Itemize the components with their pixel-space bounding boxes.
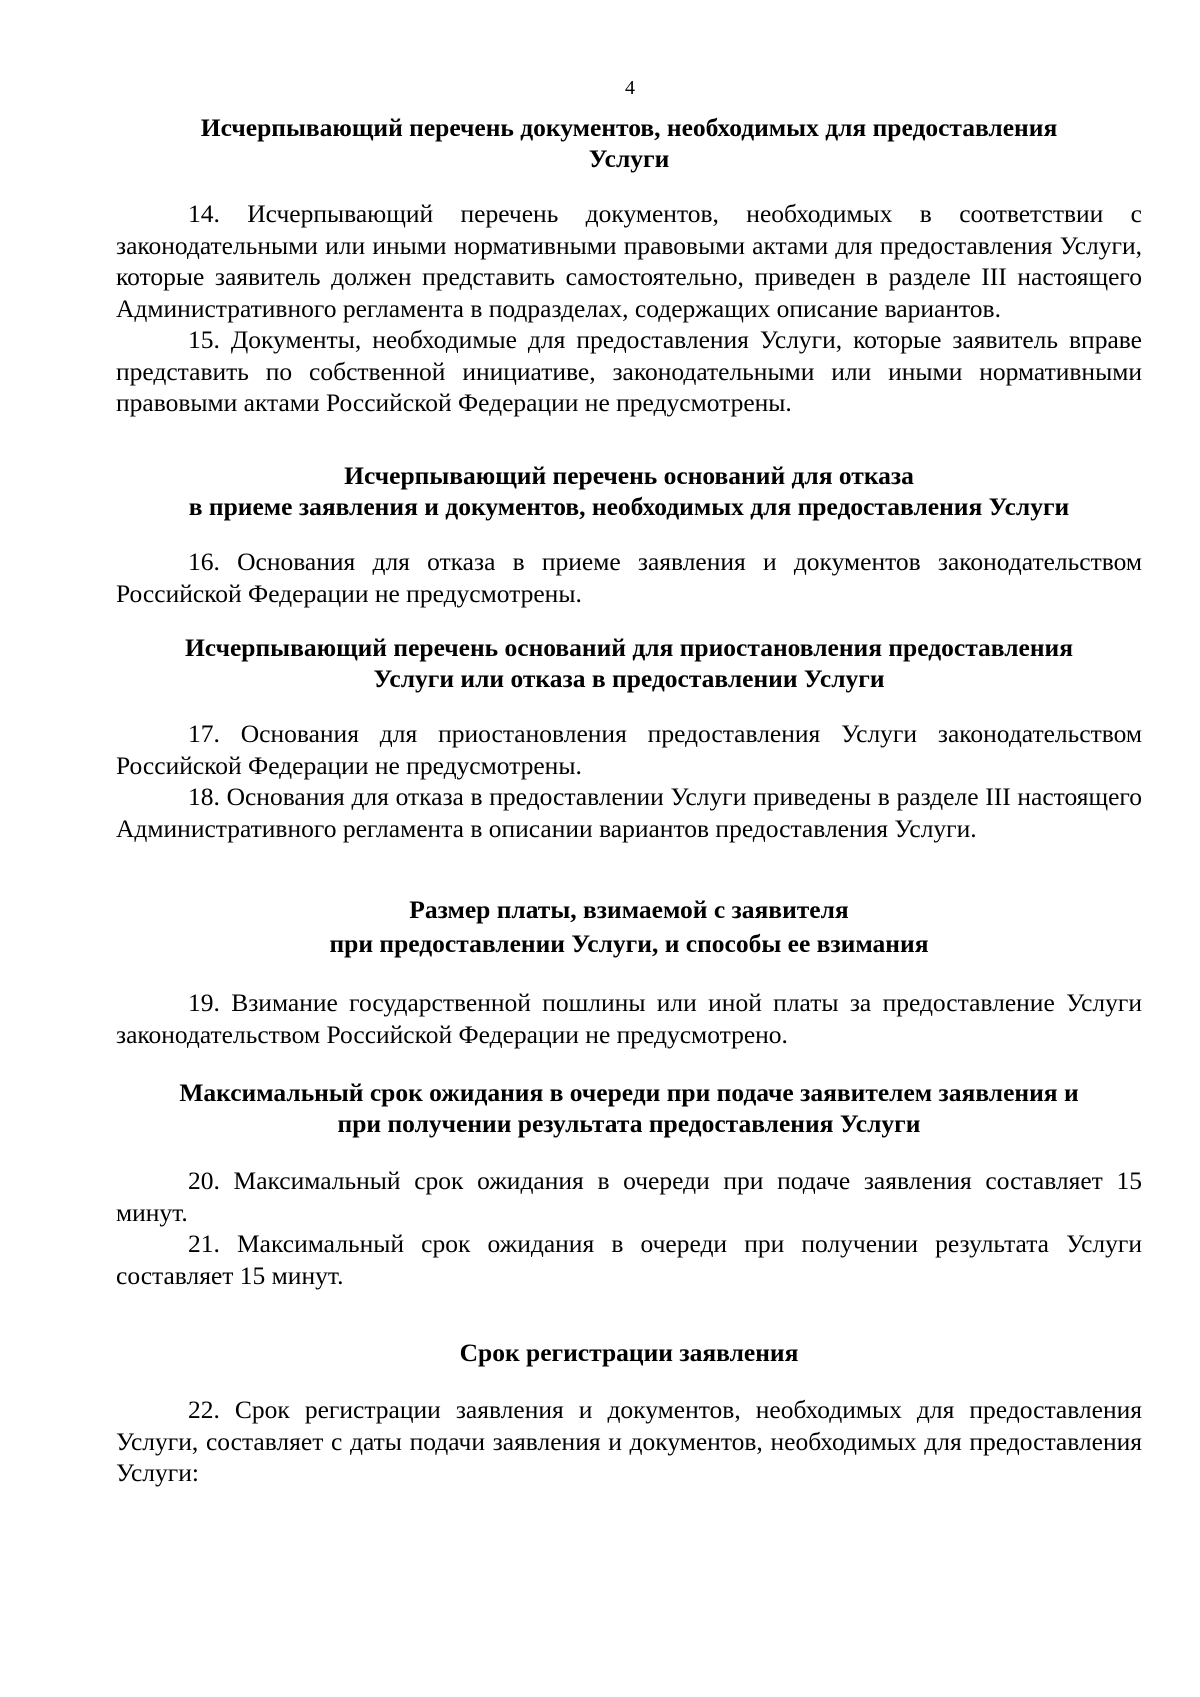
page-number: 4 — [625, 77, 635, 99]
section-queue-time — [116, 1077, 1142, 1291]
heading-line: при предоставлении Услуги, и способы ее взимания — [329, 929, 929, 958]
paragraph-20: 20. Максимальный срок ожидания в очереди при подаче заявления составляет 15 минут. — [116, 1166, 1142, 1227]
paragraph-14: 14. Исчерпывающий перечень документов, необходимых в соответствии с законодательными или иными нормативными правовыми актами для предоставления Услуги, которые заявитель должен представить самостоятельно, приведен в разделе III настоящего Административного регламента в подразделах, содержащих описание вариантов. — [116, 199, 1142, 323]
section-registration-term — [116, 1337, 1142, 1489]
section-heading — [116, 893, 1142, 961]
heading-line: Исчерпывающий перечень документов, необходимых для предоставления — [200, 113, 1058, 142]
section-suspension-refusal — [116, 632, 1142, 844]
paragraph-19: 19. Взимание государственной пошлины или иной платы за предоставление Услуги законодательством Российской Федерации не предусмотрено. — [116, 988, 1142, 1049]
section-heading — [116, 460, 1142, 522]
paragraph-21: 21. Максимальный срок ожидания в очереди при получении результата Услуги составляет 15 минут. — [116, 1229, 1142, 1290]
paragraph-17: 17. Основания для приостановления предоставления Услуги законодательством Российской Федерации не предусмотрены. — [116, 719, 1142, 780]
section-fee — [116, 893, 1142, 1050]
heading-line: Услуги — [588, 144, 670, 173]
heading-line: Исчерпывающий перечень оснований для приостановления предоставления — [184, 633, 1074, 662]
section-heading — [116, 632, 1142, 694]
section-heading — [116, 112, 1142, 174]
heading-line: при получении результата предоставления Услуги — [337, 1109, 921, 1138]
paragraph-22: 22. Срок регистрации заявления и документов, необходимых для предоставления Услуги, составляет с даты подачи заявления и документов, необходимых для предоставления Услуги: — [116, 1395, 1142, 1487]
paragraph-16: 16. Основания для отказа в приеме заявления и документов законодательством Российской Федерации не предусмотрены. — [116, 547, 1142, 608]
paragraph-18: 18. Основания для отказа в предоставлении Услуги приведены в разделе III настоящего Административного регламента в описании вариантов предоставления Услуги. — [116, 782, 1142, 843]
paragraph-15: 15. Документы, необходимые для предоставления Услуги, которые заявитель вправе представить по собственной инициативе, законодательными или иными нормативными правовыми актами Российской Федерации не предусмотрены. — [116, 325, 1142, 417]
heading-line: Максимальный срок ожидания в очереди при подаче заявителем заявления и — [179, 1078, 1079, 1107]
section-documents-list — [116, 112, 1142, 419]
section-heading — [116, 1077, 1142, 1139]
heading-line: в приеме заявления и документов, необходимых для предоставления Услуги — [188, 492, 1070, 521]
heading-line: Размер платы, взимаемой с заявителя — [409, 895, 849, 924]
heading-line: Срок регистрации заявления — [459, 1338, 799, 1367]
section-heading — [116, 1337, 1142, 1368]
heading-line: Исчерпывающий перечень оснований для отказа — [344, 461, 914, 490]
section-refusal-acceptance — [116, 460, 1142, 609]
heading-line: Услуги или отказа в предоставлении Услуги — [373, 664, 885, 693]
